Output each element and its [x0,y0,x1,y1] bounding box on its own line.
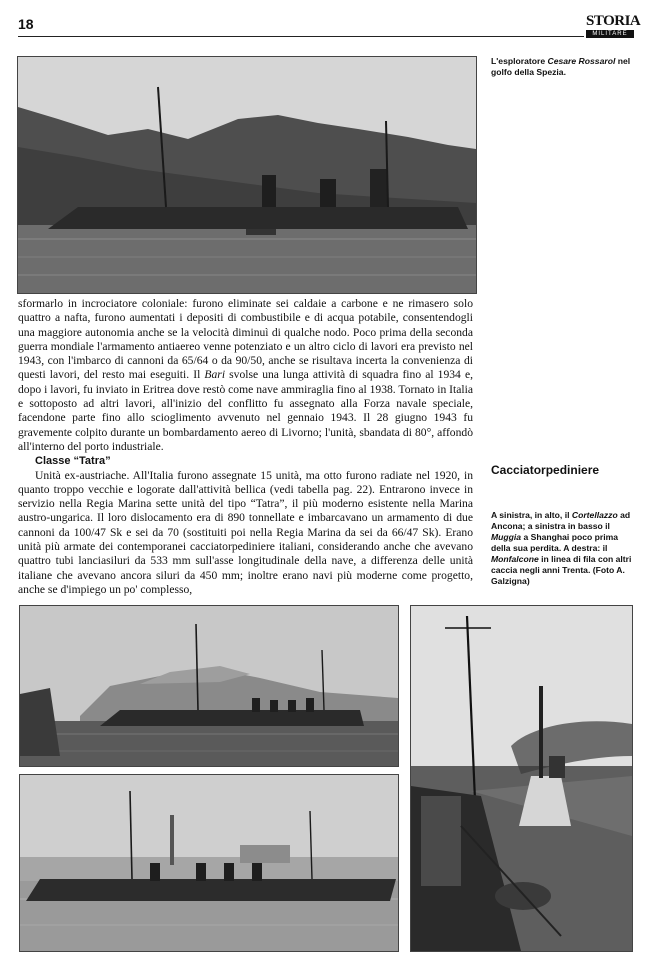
photo-monfalcone [410,605,633,952]
magazine-logo [586,13,641,40]
photo-cesare-rossarol [17,56,477,294]
caption-top-photo: L'esploratore Cesare Rossarol nel golfo della Spezia. [491,56,631,77]
page-number: 18 [18,16,34,32]
caption-destroyers: A sinistra, in alto, il Cortellazzo ad Ancona; a sinistra in basso il Muggia a Shanghai poco prima della sua perdita. A destra: il Monfalcone in linea di fila con altri caccia negli anni Trenta. (Foto A. Galzigna) [491,510,632,586]
logo-subtitle: MILITARE [586,30,634,38]
paragraph-bari: sformarlo in incrociatore coloniale: furono eliminate sei caldaie a carbone e ne rimasero solo quattro a nafta, furono aumentati i depositi di combustibile e di acqua potabile, consentendogli una maggiore autonomia anche se la velocità diminuì di qualche nodo. Poco prima della seconda guerra mondiale l'armamento antiaereo venne potenziato e un altro ciclo di lavori era previsto nel 1943, con l'imbarco di cannoni da 65/64 o da 90/50, anche se risultava incerta la convenienza di questi lavori, del resto mai eseguiti. Il Bari svolse una lunga attività di squadra fino al 1934 e, dopo i lavori, fu inviato in Eritrea dove restò come nave ammiraglia fino al 1938. Tornato in Italia e sottoposto ad altri lavori, all'inizio del conflitto fu assegnato alla Forza navale speciale, facendone parte fino allo scioglimento avvenuto nel gennaio 1943. Il 28 giugno 1943 fu gravemente colpito durante un bombardamento aereo di Livorno; l'unità, sbandata di 80°, affondò all'interno del porto industriale. [18,297,473,453]
subheading-tatra: Classe “Tatra” [35,455,111,468]
photo-cortellazzo [19,605,399,767]
section-label: Cacciatorpediniere [491,463,600,477]
header-rule [18,36,584,37]
ship-name-bari: Bari [204,368,226,382]
logo-title: STORIA [586,13,641,29]
paragraph-tatra: Unità ex-austriache. All'Italia furono assegnate 15 unità, ma otto furono radiate nel 1920, in quanto troppo vecchie e logorate dall'attività bellica (vedi tabella pag. 22). Entrarono invece in servizio nella Regia Marina sette unità del tipo “Tatra”, il più moderno esistente nella Marina austro-ungarica. Il loro dislocamento era di 890 tonnellate e imbarcavano un armamento di due cannoni da 100/47 Sk e sei da 70 (sostituiti poi nella Regia Marina da sei da 66/47 Sk). Erano unità più armate dei contemporanei cacciatorpediniere italiani, considerando anche che avevano quattro tubi lanciasiluri da 533 mm sull'asse longitudinale della nave, a differenza delle unità italiane che avevano ancora siluri da 450 mm; inoltre erano navi più moderne come progetto, anche se d'impiego un po' complesso, [18,468,473,596]
article-body [18,297,473,597]
ship-name: Cesare Rossarol [547,56,616,66]
photo-muggia [19,774,399,952]
